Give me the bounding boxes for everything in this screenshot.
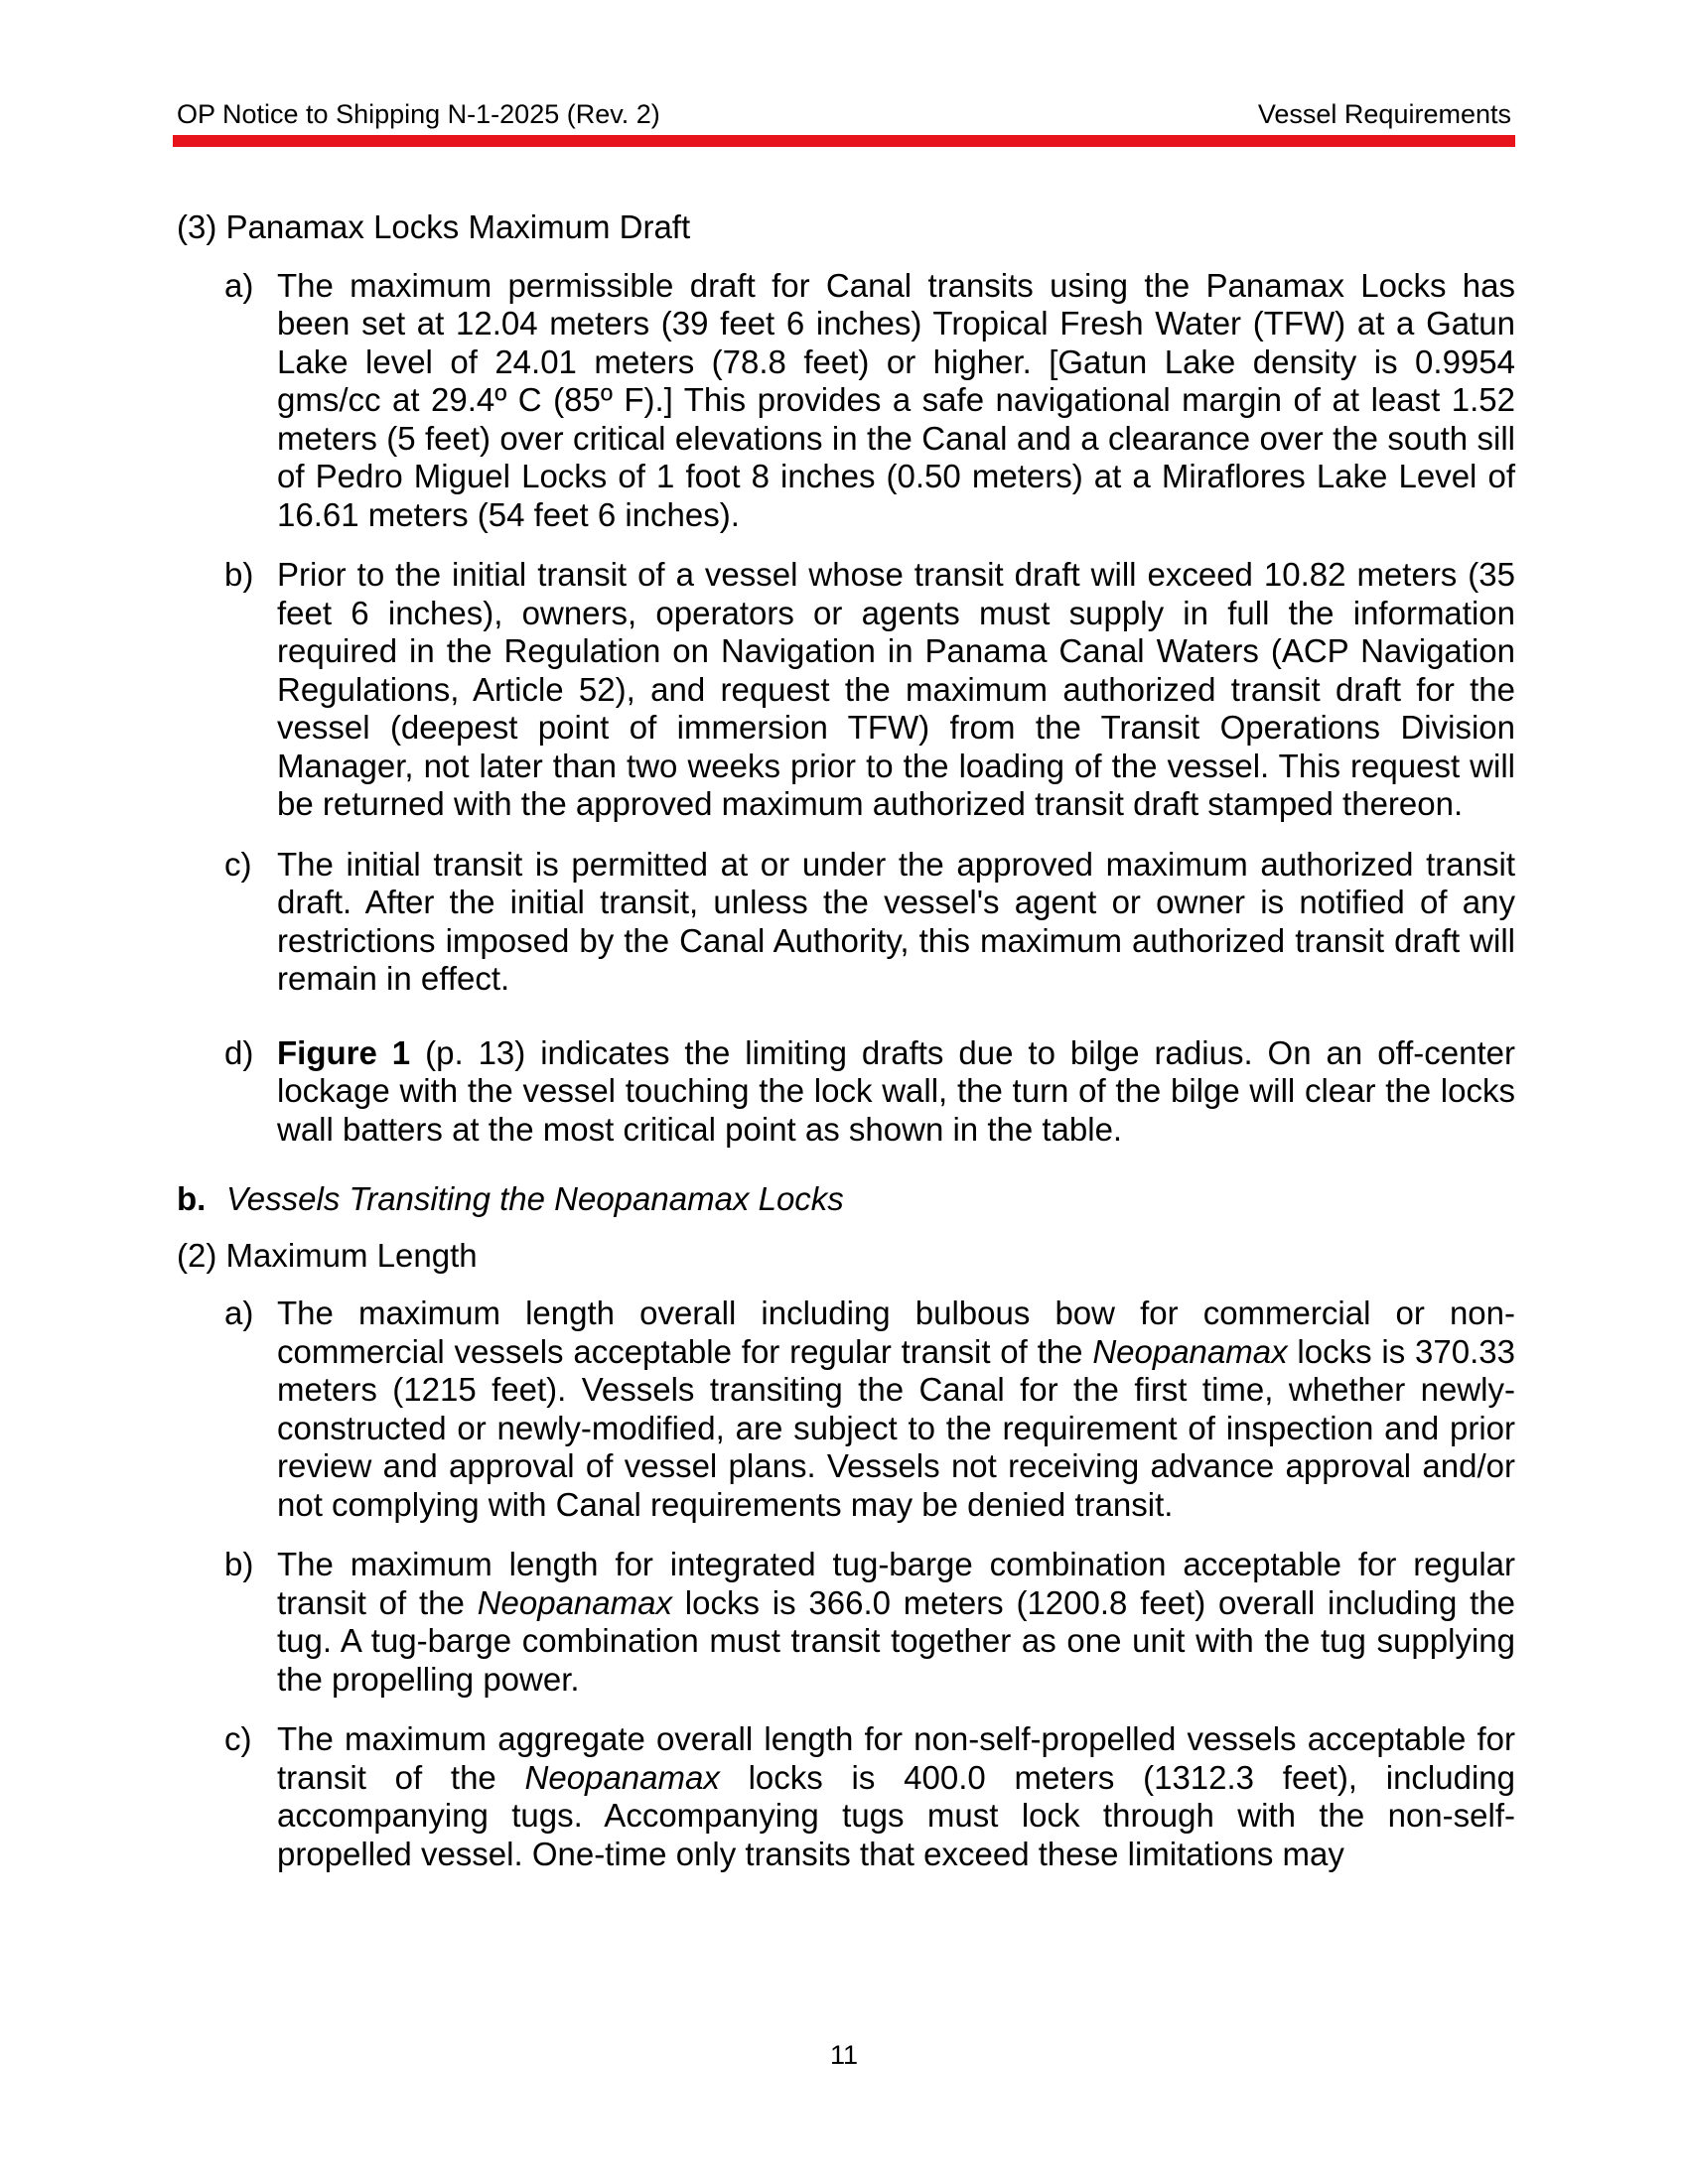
list-item-label: d) bbox=[224, 1033, 254, 1071]
subsection-heading-maximum-length: (2) Maximum Length bbox=[177, 1236, 478, 1274]
page-number: 11 bbox=[829, 2040, 859, 2070]
list-item-label: c) bbox=[224, 845, 252, 883]
header-rule bbox=[173, 135, 1515, 147]
list-item bbox=[177, 556, 1515, 824]
list-item-label: c) bbox=[224, 1720, 252, 1757]
list-item-label: a) bbox=[224, 1295, 254, 1331]
list-item bbox=[177, 1034, 1515, 1150]
list-item-text: The initial transit is permitted at or under the approved maximum authorized transit draft. After the initial transit, unless the vessel's agent or owner is notified of any restrictions imposed by the Canal Authority, this maximum authorized transit draft will remain in effect. bbox=[277, 845, 1515, 997]
list-item-label: b) bbox=[224, 1546, 254, 1582]
list-item-text: The maximum length for integrated tug-barge combination acceptable for regular transit of the Neopanamax locks is 366.0 meters (1200.8 feet) overall including the tug. A tug-barge combination must transit together as one unit with the tug supplying the propelling power. bbox=[277, 1546, 1515, 1698]
list-item-text: Prior to the initial transit of a vessel whose transit draft will exceed 10.82 meters (35 feet 6 inches), owners, operators or agents must supply in full the information required in the Regulation on Navigation in Panama Canal Waters (ACP Navigation Regulations, Article 52), and request the maximum authorized transit draft for the vessel (deepest point of immersion TFW) from the Transit Operations Division Manager, not later than two weeks prior to the loading of the vessel. This request will be returned with the approved maximum authorized transit draft stamped thereon. bbox=[277, 556, 1515, 822]
list-item bbox=[177, 1295, 1515, 1524]
list-item-text: The maximum length overall including bulbous bow for commercial or non-commercial vessels acceptable for regular transit of the Neopanamax locks is 370.33 meters (1215 feet). Vessels transiting the Canal for the first time, whether newly-constructed or newly-modified, are subject to the requirement of inspection and prior review and approval of vessel plans. Vessels not receiving advance approval and/or not complying with Canal requirements may be denied transit. bbox=[277, 1295, 1515, 1523]
section-heading-neopanamax bbox=[177, 1180, 1515, 1219]
list-item-label: a) bbox=[224, 266, 254, 304]
list-item bbox=[177, 1720, 1515, 1873]
header-section-title: Vessel Requirements bbox=[1257, 99, 1511, 129]
list-item bbox=[177, 267, 1515, 535]
header-document-title: OP Notice to Shipping N-1-2025 (Rev. 2) bbox=[177, 99, 660, 129]
page-content bbox=[177, 208, 1515, 1895]
figure-reference: Figure 1 bbox=[277, 1033, 411, 1071]
list-item-text: The maximum permissible draft for Canal transits using the Panamax Locks has been set at 12.04 meters (39 feet 6 inches) Tropical Fresh Water (TFW) at a Gatun Lake level of 24.01 meters (78.8 feet) or higher. [Gatun Lake density is 0.9954 gms/cc at 29.4º C (85º F).] This provides a safe navigational margin of at least 1.52 meters (5 feet) over critical elevations in the Canal and a clearance over the south sill of Pedro Miguel Locks of 1 foot 8 inches (0.50 meters) at a Miraflores Lake Level of 16.61 meters (54 feet 6 inches). bbox=[277, 266, 1515, 533]
list-item-label: b) bbox=[224, 556, 254, 593]
list-item bbox=[177, 1546, 1515, 1699]
list-item-text: The maximum aggregate overall length for non-self-propelled vessels acceptable for transit of the Neopanamax locks is 400.0 meters (1312.3 feet), including accompanying tugs. Accompanying tugs must lock through with the non-self-propelled vessel. One-time only transits that exceed these limitations may bbox=[277, 1720, 1516, 1872]
list-item-text: Figure 1 (p. 13) indicates the limiting drafts due to bilge radius. On an off-center lockage with the vessel touching the lock wall, the turn of the bilge will clear the locks wall batters at the most critical point as shown in the table. bbox=[277, 1033, 1515, 1148]
subsection-heading-panamax-draft: (3) Panamax Locks Maximum Draft bbox=[177, 208, 691, 245]
section-title: Vessels Transiting the Neopanamax Locks bbox=[226, 1180, 844, 1217]
section-number: b. bbox=[177, 1180, 207, 1217]
list-item bbox=[177, 846, 1515, 999]
